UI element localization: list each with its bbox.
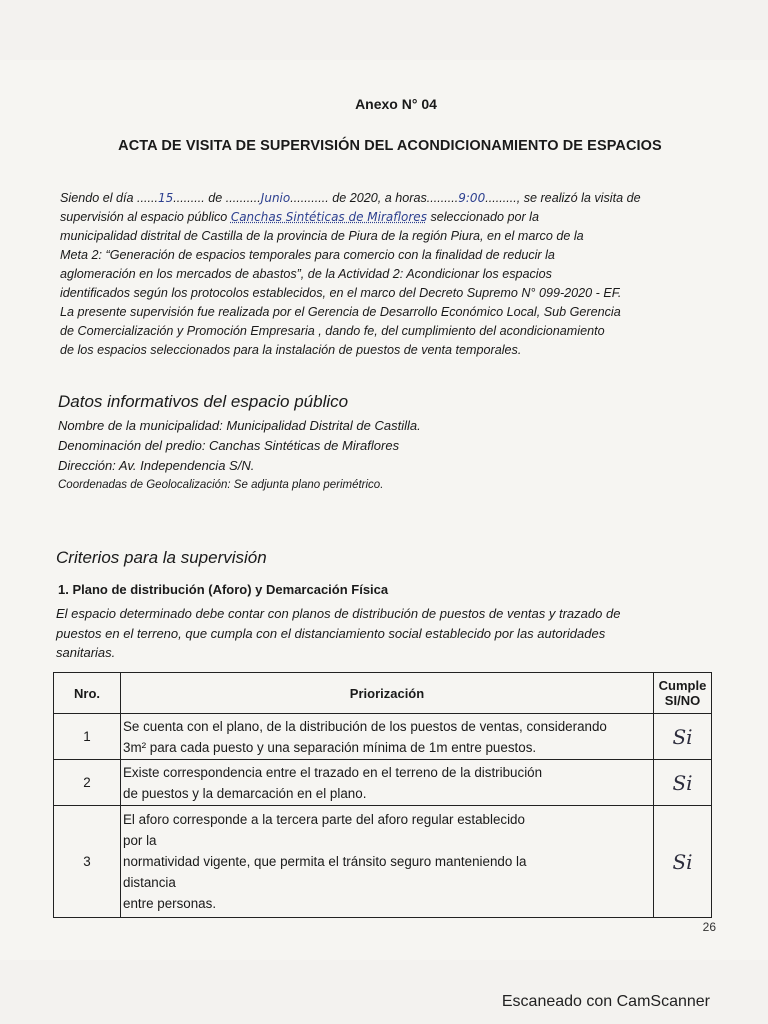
- row-number: 1: [54, 714, 121, 760]
- handwritten-yes: Si: [672, 849, 693, 874]
- criteria-subheading: 1. Plano de distribución (Aforo) y Demarcación Física: [58, 582, 389, 597]
- criteria-intro-line: El espacio determinado debe contar con planos de distribución de puestos de ventas y trazado de: [56, 606, 621, 621]
- info-heading: Datos informativos del espacio público: [58, 392, 349, 411]
- row-comply: [654, 806, 712, 918]
- header-comply: Cumple SI/NO: [654, 673, 712, 714]
- intro-line-6: identificados según los protocolos establecidos, en el marco del Decreto Supremo N° 099-2020 - EF.: [60, 286, 622, 300]
- info-coordinates: Coordenadas de Geolocalización: Se adjunta plano perimétrico.: [58, 479, 384, 491]
- table-row: [54, 806, 712, 918]
- criteria-heading: Criterios para la supervisión: [56, 548, 267, 567]
- table-row: [54, 714, 712, 760]
- header-nro: Nro.: [54, 673, 121, 714]
- handwritten-month: Junio: [260, 191, 291, 205]
- intro-line-5: aglomeración en los mercados de abastos”, de la Actividad 2: Acondicionar los espacios: [60, 267, 552, 281]
- row-number: 2: [54, 760, 121, 806]
- handwritten-place: Canchas Sintéticas de Miraflores: [230, 210, 427, 224]
- intro-line-2: supervisión al espacio público Canchas Sintéticas de Miraflores seleccionado por la: [60, 210, 539, 224]
- intro-line-7: La presente supervisión fue realizada por el Gerencia de Desarrollo Económico Local, Sub Gerencia: [60, 305, 621, 319]
- handwritten-yes: Si: [672, 724, 693, 749]
- criteria-intro-line: sanitarias.: [56, 645, 116, 660]
- criteria-intro: [56, 604, 696, 663]
- scanner-watermark: Escaneado con CamScanner: [501, 993, 710, 1010]
- row-criterion: El aforo corresponde a la tercera parte del aforo regular establecido por la normatividad vigente, que permita el tránsito seguro manteniendo la distancia entre personas.: [121, 806, 654, 918]
- header-priority: Priorización: [121, 673, 654, 714]
- intro-line-1: Siendo el día ......15......... de ..........Junio........... de 2020, a horas.........9:00........., se realizó la visita de: [60, 191, 641, 205]
- criteria-intro-line: puestos en el terreno, que cumpla con el distanciamiento social establecido por las autoridades: [56, 625, 606, 641]
- page-number: 26: [702, 920, 716, 934]
- annex-label: Anexo N° 04: [355, 96, 437, 112]
- row-comply: [654, 760, 712, 806]
- intro-paragraph: [60, 189, 690, 360]
- handwritten-yes: Si: [672, 770, 693, 795]
- intro-line-8: de Comercialización y Promoción Empresaria , dando fe, del cumplimiento del acondicionamiento: [60, 324, 605, 338]
- row-number: 3: [54, 806, 121, 918]
- row-criterion: Existe correspondencia entre el trazado en el terreno de la distribución de puestos y la demarcación en el plano.: [121, 760, 654, 806]
- info-address: Dirección: Av. Independencia S/N.: [58, 458, 255, 473]
- info-property: Denominación del predio: Canchas Sintéticas de Miraflores: [58, 438, 400, 453]
- criteria-table: [53, 672, 712, 918]
- row-criterion: Se cuenta con el plano, de la distribución de los puestos de ventas, considerando 3m² para cada puesto y una separación mínima de 1m entre puestos.: [121, 714, 654, 760]
- handwritten-hour: 9:00: [458, 191, 486, 205]
- intro-line-3: municipalidad distrital de Castilla de la provincia de Piura de la región Piura, en el marco de la: [60, 229, 584, 243]
- row-comply: [654, 714, 712, 760]
- intro-line-4: Meta 2: “Generación de espacios temporales para comercio con la finalidad de reducir la: [60, 248, 555, 262]
- document-title: ACTA DE VISITA DE SUPERVISIÓN DEL ACONDICIONAMIENTO DE ESPACIOS: [118, 138, 662, 154]
- table-row: [54, 760, 712, 806]
- info-municipality: Nombre de la municipalidad: Municipalidad Distrital de Castilla.: [58, 418, 421, 433]
- handwritten-day: 15: [158, 191, 174, 205]
- intro-line-9: de los espacios seleccionados para la instalación de puestos de venta temporales.: [60, 343, 522, 357]
- table-header-row: [54, 673, 712, 714]
